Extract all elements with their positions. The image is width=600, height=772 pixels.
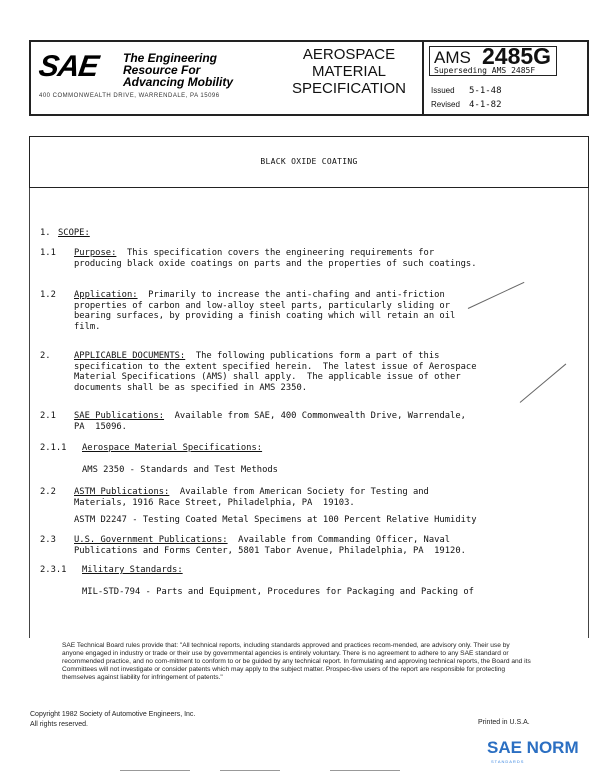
ams-reference: AMS 2350 - Standards and Test Methods — [82, 465, 278, 475]
section-2: 2. APPLICABLE DOCUMENTS: The following publications form a part of this specification to the extent specified herein. The latest issue of Aerospace Material Specifications (AMS) shall apply. The applicable issue of other documents shall be as specified in AMS 2350. — [40, 351, 477, 393]
superseding-note: Superseding AMS 2485F — [434, 66, 536, 75]
left-border-rule — [29, 188, 30, 638]
sae-tagline: The Engineering Resource For Advancing Mobility — [123, 51, 234, 89]
right-border-rule — [588, 188, 589, 638]
sae-address: 400 COMMONWEALTH DRIVE, WARRENDALE, PA 15096 — [39, 93, 220, 99]
document-header — [29, 40, 589, 116]
printed-in: Printed in U.S.A. — [478, 719, 530, 726]
header-divider — [422, 42, 424, 114]
title-box — [29, 136, 589, 188]
mil-std-reference: MIL-STD-794 - Parts and Equipment, Procedures for Packaging and Packing of — [82, 587, 474, 597]
ams-number-box — [429, 43, 557, 76]
ams-number: 2485G — [482, 43, 552, 69]
section-1-2: 1.2 Application: Primarily to increase the anti-chafing and anti-friction properties of carbon and low-alloy steel parts, particularly sliding or bearing surfaces, by providing a finish coating which will retain an oil film. — [40, 290, 456, 332]
section-2-3-1: 2.3.1 Military Standards: — [40, 565, 183, 575]
sae-norm-watermark: SAE NORM STANDARDS — [487, 738, 579, 764]
section-1-1: 1.1 Purpose: This specification covers the engineering requirements for producing black oxide coatings on parts and the properties of such coatings. — [40, 248, 477, 269]
bottom-rule — [220, 770, 280, 771]
document-type: AEROSPACE MATERIAL SPECIFICATION — [292, 46, 406, 97]
section-2-2: 2.2 ASTM Publications: Available from American Society for Testing and Materials, 1916 Race Street, Philadelphia, PA 19103. — [40, 487, 429, 508]
ams-label: AMS — [434, 48, 471, 67]
revised-date: 4-1-82 — [469, 100, 502, 110]
section-1: 1. SCOPE: — [40, 228, 90, 238]
section-2-1-1: 2.1.1 Aerospace Material Specifications: — [40, 443, 263, 453]
section-2-3: 2.3 U.S. Government Publications: Available from Commanding Officer, Naval Publications and Forms Center, 5801 Tabor Avenue, Philadelphia, PA 19120. — [40, 535, 466, 556]
issued-label: Issued — [431, 86, 455, 95]
issued-date: 5-1-48 — [469, 86, 502, 96]
spec-id-block — [427, 42, 589, 114]
document-title: BLACK OXIDE COATING — [260, 157, 358, 166]
technical-board-notice: SAE Technical Board rules provide that: "All technical reports, including standards approved and practices recom-mended, are advisory only. Their use by anyone engaged in industry or trade or their use by governmental agencies is entirely voluntary. There is no agreement to adhere to any SAE standard or recommended practice, and no com-mitment to conform to or be guided by any technical report. In formulating and approving technical reports, the Board and its Committees will not investigate or consider patents which may apply to the subject matter. Prospec-tive users of the report are responsible for protecting themselves against liability for infringement of patents." — [62, 642, 531, 681]
revised-label: Revised — [431, 100, 460, 109]
section-2-1: 2.1 SAE Publications: Available from SAE, 400 Commonwealth Drive, Warrendale, PA 15096. — [40, 411, 466, 432]
bottom-rule — [120, 770, 190, 771]
copyright-notice: Copyright 1982 Society of Automotive Engineers, Inc. All rights reserved. — [30, 711, 196, 728]
bottom-rule — [330, 770, 400, 771]
astm-reference: ASTM D2247 - Testing Coated Metal Specimens at 100 Percent Relative Humidity — [74, 515, 477, 525]
document-body — [40, 228, 575, 601]
sae-logo: SAE — [36, 50, 101, 83]
issue-dates — [431, 84, 502, 112]
sae-branding — [31, 42, 259, 114]
